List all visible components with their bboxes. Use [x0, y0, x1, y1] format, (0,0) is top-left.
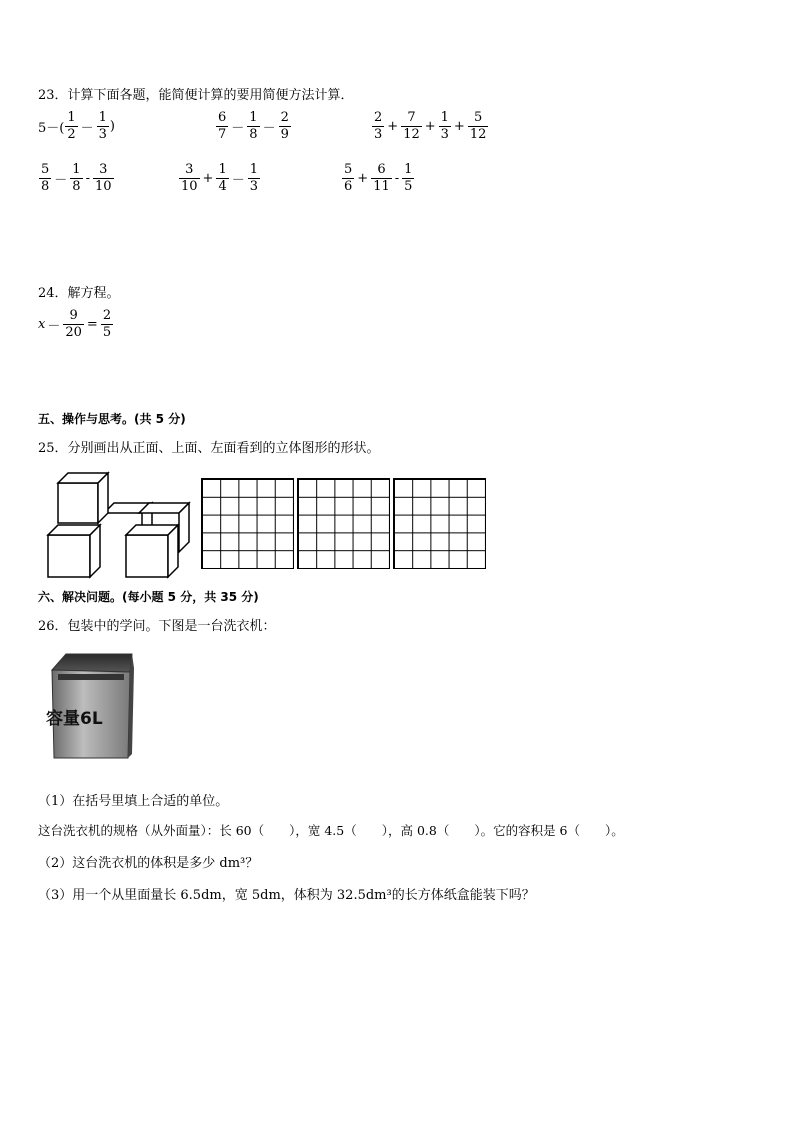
- denominator: 4: [218, 179, 227, 194]
- fraction: [279, 110, 291, 143]
- operator: －: [47, 319, 61, 334]
- denominator: 6: [344, 179, 353, 194]
- fraction: [402, 162, 414, 195]
- fraction: [70, 162, 82, 195]
- fraction: [216, 162, 228, 195]
- operator: +: [357, 171, 369, 186]
- numerator: 3: [99, 162, 108, 177]
- numerator: 1: [249, 162, 259, 177]
- denominator: 2: [67, 127, 76, 142]
- fraction: [101, 308, 113, 341]
- fraction: [63, 308, 84, 341]
- numerator: 2: [102, 308, 112, 323]
- q26-sub2: （2）这台洗衣机的体积是多少 dm³？: [38, 856, 259, 871]
- denominator: 3: [440, 127, 449, 142]
- numerator: 6: [377, 162, 386, 177]
- denominator: 3: [98, 127, 107, 142]
- operator: -: [394, 171, 400, 186]
- q25-title: 25．分别画出从正面、上面、左面看到的立体图形的形状。: [38, 441, 380, 456]
- q23-expr1: [38, 110, 115, 143]
- q23-expr3: [371, 110, 489, 143]
- q23-expr4: [38, 162, 115, 195]
- denominator: 20: [65, 325, 82, 340]
- denominator: 7: [218, 127, 227, 142]
- denominator: 5: [404, 179, 413, 194]
- numerator: 5: [41, 162, 50, 177]
- fraction: [97, 110, 109, 143]
- denominator: 3: [249, 179, 259, 194]
- numerator: 7: [407, 110, 416, 125]
- variable: x: [38, 317, 46, 332]
- numerator: 1: [72, 162, 81, 177]
- q26-sub1: （1）在括号里填上合适的单位。: [38, 794, 229, 809]
- denominator: 10: [181, 179, 198, 194]
- numerator: 9: [69, 308, 78, 323]
- numerator: 1: [249, 110, 258, 125]
- drawing-grid-front[interactable]: [201, 478, 294, 569]
- operator: +: [424, 119, 436, 134]
- drawing-grid-left[interactable]: [393, 478, 486, 569]
- numerator: 1: [67, 110, 76, 125]
- numerator: 2: [280, 110, 289, 125]
- denominator: 10: [94, 179, 112, 194]
- operator: +: [387, 119, 399, 134]
- fraction: [468, 110, 489, 143]
- fraction: [216, 110, 228, 143]
- q23-expr2: [215, 110, 292, 143]
- numerator: 6: [218, 110, 227, 125]
- denominator: 5: [102, 325, 112, 340]
- section-6-heading: 六、解决问题。(每小题 5 分，共 35 分): [38, 590, 259, 604]
- washing-machine-label: 容量6L: [46, 709, 103, 729]
- denominator: 11: [373, 179, 390, 194]
- operator: -: [85, 171, 90, 186]
- numerator: 5: [344, 162, 353, 177]
- operator: +: [453, 119, 465, 134]
- numerator: 5: [473, 110, 483, 125]
- operator: +: [202, 171, 214, 186]
- denominator: 12: [403, 127, 420, 142]
- fraction: [39, 162, 51, 195]
- drawing-grid-top[interactable]: [297, 478, 390, 569]
- expr-text: ): [109, 119, 115, 134]
- denominator: 8: [41, 179, 50, 194]
- numerator: 3: [185, 162, 194, 177]
- numerator: 1: [440, 110, 449, 125]
- fraction: [65, 110, 77, 143]
- equals-sign: =: [86, 317, 98, 332]
- q24-title: 24．解方程。: [38, 286, 120, 301]
- operator: －: [231, 121, 245, 136]
- fraction: [401, 110, 422, 143]
- fraction: [439, 110, 451, 143]
- denominator: 8: [72, 179, 81, 194]
- q23-title: 23．计算下面各题，能简便计算的要用简便方法计算．: [38, 88, 354, 103]
- operator: －: [262, 121, 276, 136]
- denominator: 9: [280, 127, 289, 142]
- numerator: 2: [374, 110, 383, 125]
- denominator: 12: [469, 127, 487, 142]
- denominator: 3: [374, 127, 383, 142]
- q23-expr6: [341, 162, 415, 195]
- washing-machine-image: [44, 650, 136, 762]
- expr-text: 5－(: [38, 121, 65, 136]
- q24-equation: [38, 308, 114, 341]
- q26-sub3: （3）用一个从里面量长 6.5dm，宽 5dm，体积为 32.5dm³的长方体纸盒能装下吗？: [38, 888, 535, 903]
- q23-expr5: [178, 162, 261, 195]
- fraction: [342, 162, 354, 195]
- fraction: [93, 162, 114, 195]
- fraction: [247, 110, 259, 143]
- fraction: [179, 162, 200, 195]
- numerator: 1: [404, 162, 413, 177]
- fraction: [371, 162, 392, 195]
- q26-spec: 这台洗衣机的规格（从外面量）：长 60（ ），宽 4.5（ ），高 0.8（ ）。它的容积是 6（ ）。: [38, 823, 624, 838]
- operator: －: [231, 173, 245, 188]
- numerator: 1: [98, 110, 107, 125]
- denominator: 8: [249, 127, 258, 142]
- q26-title: 26．包装中的学问。下图是一台洗衣机：: [38, 619, 276, 634]
- fraction: [372, 110, 384, 143]
- cube-stack-figure: [44, 470, 194, 580]
- section-5-heading: 五、操作与思考。(共 5 分): [38, 412, 186, 426]
- operator: －: [80, 121, 94, 136]
- numerator: 1: [218, 162, 227, 177]
- operator: －: [54, 173, 68, 188]
- fraction: [248, 162, 260, 195]
